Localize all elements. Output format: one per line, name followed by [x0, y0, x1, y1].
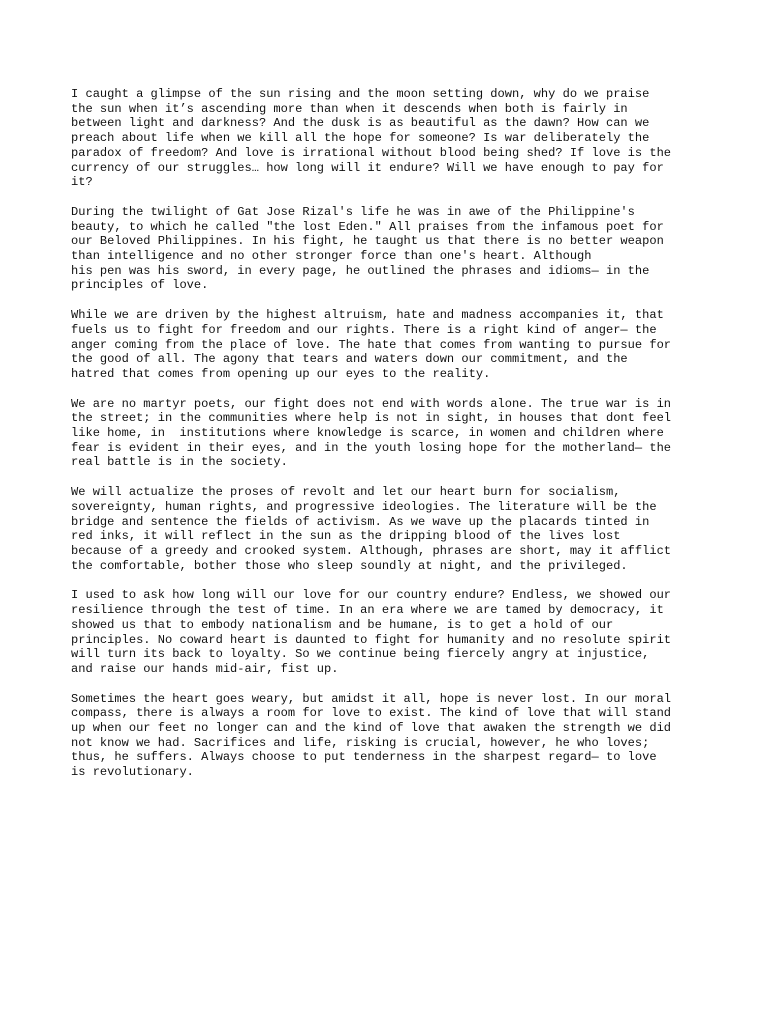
- text-line: between light and darkness? And the dusk is as beautiful as the dawn? How can we: [71, 116, 650, 131]
- text-line: our Beloved Philippines. In his fight, he taught us that there is no better weapon: [71, 234, 664, 249]
- text-line: bridge and sentence the fields of activism. As we wave up the placards tinted in: [71, 514, 650, 529]
- text-line: thus, he suffers. Always choose to put tenderness in the sharpest regard— to love: [71, 750, 657, 765]
- paragraph: [71, 205, 701, 293]
- text-line: will turn its back to loyalty. So we continue being fiercely angry at injustice,: [71, 647, 650, 662]
- text-line: not know we had. Sacrifices and life, risking is crucial, however, he who loves;: [71, 735, 650, 750]
- paragraph: [71, 485, 701, 573]
- text-line: the good of all. The agony that tears and waters down our commitment, and the: [71, 352, 628, 367]
- paragraph: [71, 397, 701, 471]
- text-line: principles. No coward heart is daunted to fight for humanity and no resolute spirit: [71, 632, 672, 647]
- text-line: During the twilight of Gat Jose Rizal's life he was in awe of the Philippine's: [71, 204, 635, 219]
- text-line: real battle is in the society.: [71, 455, 288, 470]
- text-line: resilience through the test of time. In an era where we are tamed by democracy, it: [71, 603, 664, 618]
- text-line: We are no martyr poets, our fight does not end with words alone. The true war is in: [71, 396, 672, 411]
- text-line: anger coming from the place of love. The hate that comes from wanting to pursue for: [71, 337, 672, 352]
- text-line: fuels us to fight for freedom and our rights. There is a right kind of anger— the: [71, 322, 657, 337]
- text-line: fear is evident in their eyes, and in the youth losing hope for the motherland— the: [71, 440, 672, 455]
- document-body: [71, 87, 701, 795]
- text-line: like home, in institutions where knowledge is scarce, in women and children where: [71, 426, 664, 441]
- text-line: Sometimes the heart goes weary, but amidst it all, hope is never lost. In our moral: [71, 691, 672, 706]
- text-line: his pen was his sword, in every page, he outlined the phrases and idioms— in the: [71, 263, 650, 278]
- paragraph: [71, 692, 701, 780]
- text-line: it?: [71, 175, 93, 190]
- text-line: paradox of freedom? And love is irrational without blood being shed? If love is the: [71, 145, 672, 160]
- text-line: sovereignty, human rights, and progressive ideologies. The literature will be the: [71, 499, 657, 514]
- text-line: the sun when it’s ascending more than when it descends when both is fairly in: [71, 101, 628, 116]
- text-line: showed us that to embody nationalism and be humane, is to get a hold of our: [71, 617, 614, 632]
- text-line: beauty, to which he called "the lost Eden." All praises from the infamous poet for: [71, 219, 664, 234]
- text-line: the street; in the communities where help is not in sight, in houses that dont feel: [71, 411, 672, 426]
- text-line: than intelligence and no other stronger force than one's heart. Although: [71, 249, 592, 264]
- text-line: the comfortable, bother those who sleep soundly at night, and the privileged.: [71, 558, 628, 573]
- text-line: up when our feet no longer can and the kind of love that awaken the strength we did: [71, 721, 672, 736]
- text-line: and raise our hands mid-air, fist up.: [71, 661, 339, 676]
- text-line: hatred that comes from opening up our eyes to the reality.: [71, 366, 491, 381]
- paragraph: [71, 87, 701, 190]
- text-line: While we are driven by the highest altruism, hate and madness accompanies it, that: [71, 308, 664, 323]
- text-line: compass, there is always a room for love to exist. The kind of love that will stand: [71, 706, 672, 721]
- text-line: currency of our struggles… how long will it endure? Will we have enough to pay for: [71, 160, 664, 175]
- text-line: because of a greedy and crooked system. Although, phrases are short, may it afflict: [71, 543, 672, 558]
- paragraph: [71, 588, 701, 676]
- text-line: I used to ask how long will our love for our country endure? Endless, we showed our: [71, 588, 672, 603]
- text-line: is revolutionary.: [71, 765, 194, 780]
- text-line: I caught a glimpse of the sun rising and the moon setting down, why do we praise: [71, 87, 650, 101]
- paragraph: [71, 308, 701, 382]
- text-line: We will actualize the proses of revolt and let our heart burn for socialism,: [71, 485, 621, 500]
- text-line: red inks, it will reflect in the sun as the dripping blood of the lives lost: [71, 529, 621, 544]
- text-line: preach about life when we kill all the hope for someone? Is war deliberately the: [71, 131, 650, 146]
- text-line: principles of love.: [71, 278, 209, 293]
